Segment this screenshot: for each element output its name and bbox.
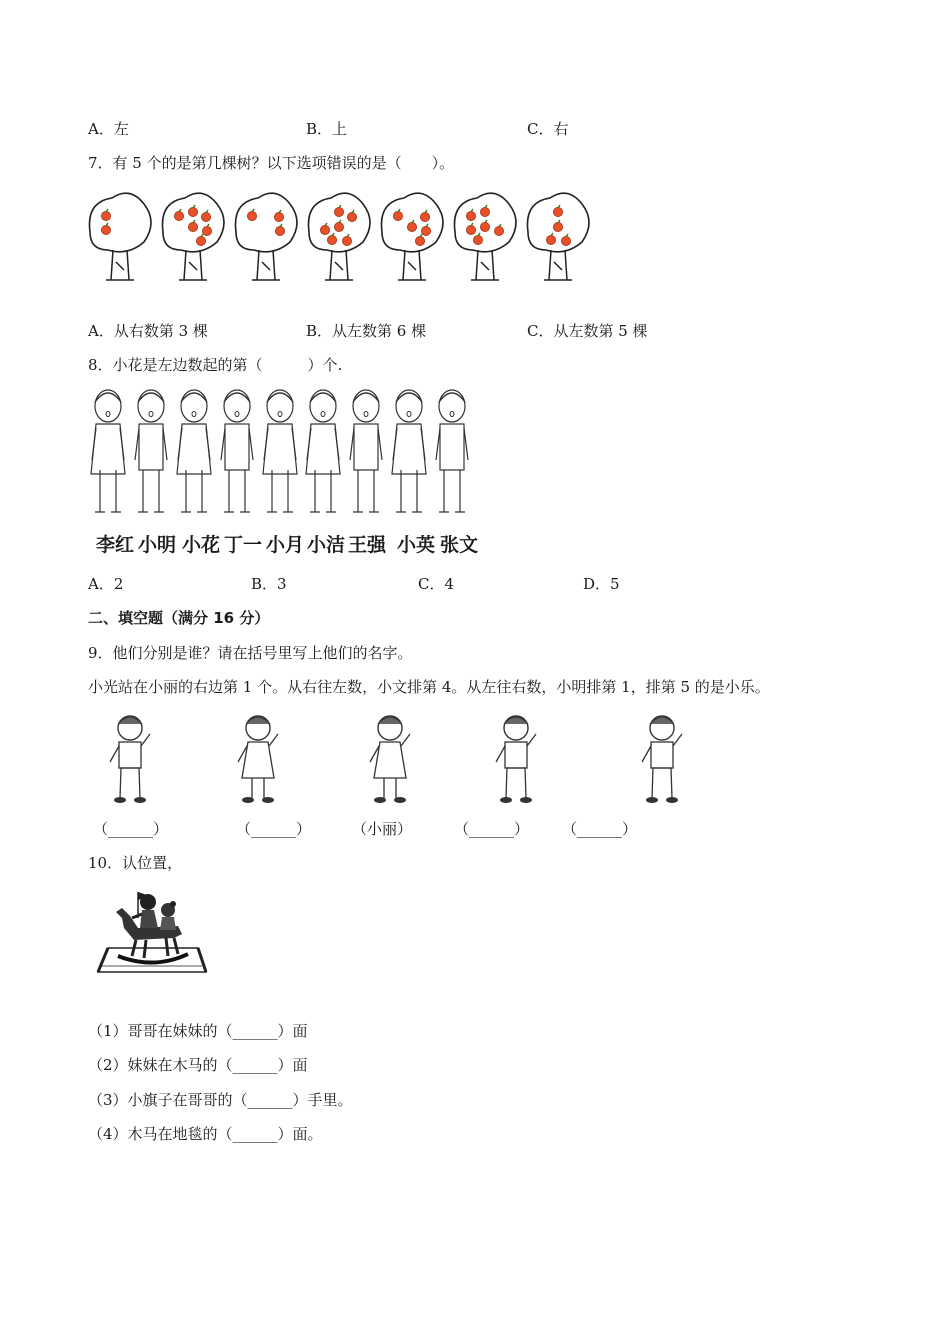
apple-tree (454, 193, 516, 280)
q7-trees-illustration (86, 192, 586, 292)
q9-children-illustration (88, 710, 708, 805)
q7-option-a: A．从右数第 3 棵 (88, 322, 208, 340)
section-2-title: 二、填空题（满分 16 分） (88, 609, 270, 627)
child-name: 小月 (266, 534, 305, 556)
apple (101, 225, 110, 234)
child-name: 张文 (440, 534, 479, 556)
child-figure (306, 390, 340, 512)
q9-child-figure (370, 716, 410, 803)
child-name: 小明 (138, 534, 177, 556)
q9-child-figure (496, 716, 536, 803)
child-name: 小洁 (307, 534, 346, 556)
apple (546, 235, 555, 244)
apple (188, 207, 197, 216)
q9-stem: 9．他们分别是谁？请在括号里写上他们的名字。 (88, 644, 413, 662)
apple-tree (235, 193, 297, 280)
apple (274, 212, 283, 221)
apple-tree (89, 193, 151, 280)
q9-child-figure (238, 716, 278, 803)
apple (420, 212, 429, 221)
apple (407, 222, 416, 231)
q10-item-4: （4）木马在地毯的（______）面。 (88, 1125, 323, 1143)
apple (561, 236, 570, 245)
apple (342, 236, 351, 245)
q6-option-b: B．上 (306, 120, 348, 138)
q9-answer-1[interactable]: （______） (93, 820, 169, 838)
child-figure (350, 390, 382, 512)
q7-option-c: C．从左数第 5 棵 (527, 322, 648, 340)
q7-option-b: B．从左数第 6 棵 (306, 322, 427, 340)
apple-tree (308, 193, 370, 280)
child-name: 王强 (348, 534, 387, 556)
q10-item-1: （1）哥哥在妹妹的（______）面 (88, 1022, 308, 1040)
apple-tree (527, 193, 589, 280)
q9-child-figure (642, 716, 682, 803)
q6-option-c: C．右 (527, 120, 569, 138)
child-figure (392, 390, 426, 512)
apple (480, 222, 489, 231)
q8-option-d: D．5 (583, 575, 620, 593)
apple (196, 236, 205, 245)
apple (174, 211, 183, 220)
q10-stem: 10．认位置， (88, 854, 183, 872)
child-figure (263, 390, 297, 512)
q10-item-2: （2）妹妹在木马的（______）面 (88, 1056, 308, 1074)
apple (480, 207, 489, 216)
child-figure (91, 390, 125, 512)
apple (334, 207, 343, 216)
apple (101, 211, 110, 220)
q8-names-row (90, 526, 480, 560)
q9-answer-2[interactable]: （______） (236, 820, 312, 838)
child-figure (177, 390, 211, 512)
apple (275, 226, 284, 235)
q8-stem: 8．小花是左边数起的第（ ）个. (88, 356, 343, 374)
apple-tree (381, 193, 443, 280)
q10-rocking-horse-illustration (94, 888, 212, 978)
child-figure (436, 390, 468, 512)
q10-item-3: （3）小旗子在哥哥的（______）手里。 (88, 1091, 353, 1109)
q9-answer-5[interactable]: （______） (562, 820, 638, 838)
q7-stem: 7．有 5 个的是第几棵树？以下选项错误的是（ ）。 (88, 154, 455, 172)
q8-option-a: A．2 (88, 575, 124, 593)
apple (320, 225, 329, 234)
apple (201, 212, 210, 221)
apple (202, 226, 211, 235)
apple (473, 235, 482, 244)
child-figure (221, 390, 253, 512)
apple (553, 222, 562, 231)
apple (553, 207, 562, 216)
child-name: 丁一 (224, 534, 263, 556)
q8-option-c: C．4 (418, 575, 455, 593)
apple (393, 211, 402, 220)
apple (334, 222, 343, 231)
q9-child-figure (110, 716, 150, 803)
q9-answer-3: （小丽） (352, 820, 413, 838)
child-figure (135, 390, 167, 512)
apple (327, 235, 336, 244)
apple (247, 211, 256, 220)
apple (188, 222, 197, 231)
q6-option-a: A．左 (88, 120, 129, 138)
apple (347, 212, 356, 221)
apple-tree (162, 193, 224, 280)
apple (494, 226, 503, 235)
q9-answer-4[interactable]: （______） (454, 820, 530, 838)
q9-description: 小光站在小丽的右边第 1 个。从右往左数，小文排第 4。从左往右数，小明排第 1，排第 5 的是小乐。 (88, 678, 770, 696)
child-name: 李红 (96, 534, 135, 556)
apple (421, 226, 430, 235)
apple (415, 236, 424, 245)
apple (466, 225, 475, 234)
apple (466, 211, 475, 220)
q8-children-illustration (88, 384, 483, 524)
child-name: 小英 (397, 534, 436, 556)
q8-option-b: B．3 (251, 575, 287, 593)
child-name: 小花 (182, 534, 221, 556)
